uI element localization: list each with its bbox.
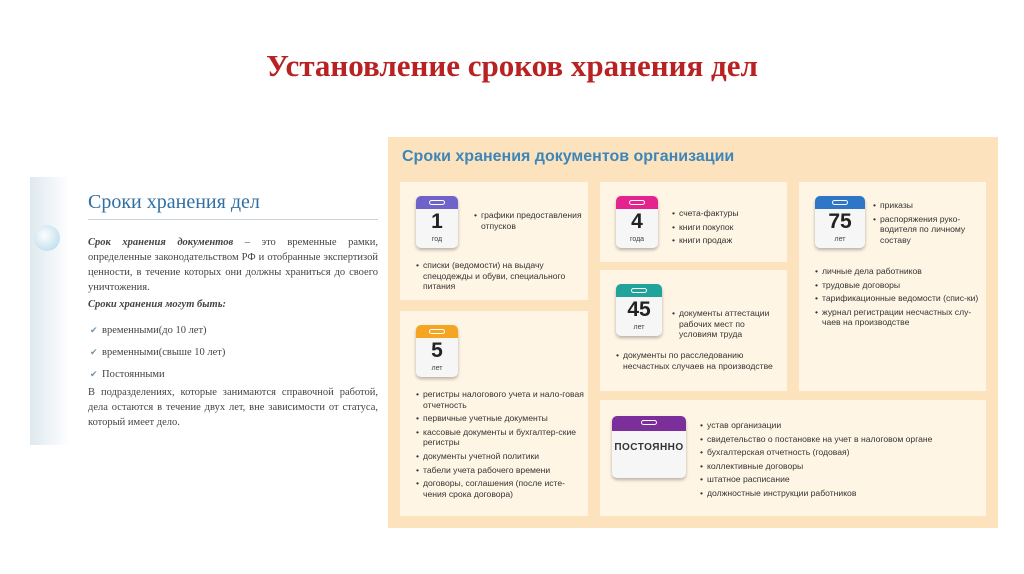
list-item: • договоры, соглашения (после исте-чения срока договора) bbox=[416, 478, 586, 499]
check-icon: ✔ bbox=[90, 368, 98, 379]
card-5-years bbox=[400, 311, 588, 516]
list-item bbox=[90, 363, 225, 385]
left-paragraph: В подразделениях, которые занимаются справочной работой, дела остаются в течение двух лет, вне зависимости от статуса, который имеет дело. bbox=[88, 387, 378, 428]
calendar-ring bbox=[429, 200, 445, 205]
bottom-list bbox=[815, 266, 983, 331]
left-heading: Сроки хранения дел bbox=[88, 191, 260, 213]
calendar-header bbox=[616, 284, 662, 297]
list-item: • графики предоставления отпусков bbox=[474, 210, 584, 231]
list-item: • штатное расписание bbox=[700, 474, 982, 485]
calendar-number: 45 bbox=[627, 298, 651, 321]
definition bbox=[88, 235, 378, 295]
slide-title: Установление сроков хранения дел bbox=[266, 48, 758, 83]
list-item: • личные дела работников bbox=[815, 266, 983, 277]
calendar-header bbox=[612, 416, 686, 431]
calendar-icon bbox=[612, 416, 686, 478]
calendar-icon bbox=[416, 325, 458, 377]
storage-types-list bbox=[90, 319, 225, 385]
calendar-icon bbox=[616, 284, 662, 336]
bottom-list bbox=[616, 350, 784, 374]
list-item: • списки (ведомости) на выдачу спецодежды и обуви, специального питания bbox=[416, 260, 586, 292]
list-item: • регистры налогового учета и нало-говая отчетность bbox=[416, 389, 586, 410]
calendar-icon bbox=[815, 196, 865, 248]
list-item-label: временными(свыше 10 лет) bbox=[102, 346, 226, 358]
card-45-years bbox=[600, 270, 787, 391]
calendar-header bbox=[416, 196, 458, 209]
list-item: • бухгалтерская отчетность (годовая) bbox=[700, 447, 982, 458]
left-panel bbox=[30, 177, 382, 445]
list-item: • коллективные договоры bbox=[700, 461, 982, 472]
card-75-years bbox=[799, 182, 986, 391]
calendar-number: 75 bbox=[828, 210, 852, 233]
list-item bbox=[90, 319, 225, 341]
calendar-word: ПОСТОЯННО bbox=[614, 442, 684, 453]
calendar-header bbox=[815, 196, 865, 209]
list-item: • трудовые договоры bbox=[815, 280, 983, 291]
calendar-unit: лет bbox=[834, 236, 846, 243]
decorative-strip bbox=[30, 177, 70, 445]
list-item: • журнал регистрации несчастных слу-чаев на производстве bbox=[815, 307, 983, 328]
calendar-unit: лет bbox=[431, 365, 443, 372]
calendar-icon bbox=[416, 196, 458, 248]
side-list bbox=[672, 208, 784, 249]
list-item: • должностные инструкции работников bbox=[700, 488, 982, 499]
check-icon: ✔ bbox=[90, 324, 98, 335]
side-list bbox=[474, 210, 584, 234]
calendar-number: 1 bbox=[431, 210, 443, 233]
calendar-number: 4 bbox=[631, 210, 643, 233]
list-item: • книги продаж bbox=[672, 235, 784, 246]
calendar-number: 5 bbox=[431, 339, 443, 362]
calendar-unit: года bbox=[629, 236, 645, 243]
list-item-label: временными(до 10 лет) bbox=[102, 324, 207, 336]
list-item: • книги покупок bbox=[672, 222, 784, 233]
left-subheading: Сроки хранения могут быть: bbox=[88, 299, 226, 310]
definition-text: – это временные рамки, определенные законодательством РФ и отобранные экспертизой ценности, в течение которых они должны храниться до своего уничтожения. bbox=[88, 237, 378, 293]
calendar-unit: год bbox=[431, 236, 443, 243]
list-item: • документы учетной политики bbox=[416, 451, 586, 462]
card-4-years bbox=[600, 182, 787, 262]
list-item: • свидетельство о постановке на учет в налоговом органе bbox=[700, 434, 982, 445]
card-1-year bbox=[400, 182, 588, 300]
list-item: • счета-фактуры bbox=[672, 208, 784, 219]
bubble-icon bbox=[34, 225, 60, 251]
side-list bbox=[700, 420, 982, 502]
calendar-header bbox=[416, 325, 458, 338]
card-permanent bbox=[600, 400, 986, 516]
calendar-icon bbox=[616, 196, 658, 248]
calendar-header bbox=[616, 196, 658, 209]
right-panel bbox=[388, 137, 998, 528]
list-item bbox=[90, 341, 225, 363]
list-item: • приказы bbox=[873, 200, 983, 211]
heading-divider bbox=[88, 219, 378, 220]
list-item: • документы аттестации рабочих мест по условиям труда bbox=[672, 308, 784, 340]
list-item: • первичные учетные документы bbox=[416, 413, 586, 424]
calendar-ring bbox=[832, 200, 848, 205]
list-item: • документы по расследованию несчастных случаев на производстве bbox=[616, 350, 784, 371]
calendar-ring bbox=[631, 288, 647, 293]
calendar-ring bbox=[429, 329, 445, 334]
calendar-ring bbox=[629, 200, 645, 205]
list-item: • устав организации bbox=[700, 420, 982, 431]
list-item: • распоряжения руко-водителя по личному составу bbox=[873, 214, 983, 246]
calendar-ring bbox=[641, 420, 657, 425]
calendar-unit: лет bbox=[633, 324, 645, 331]
list-item: • табели учета рабочего времени bbox=[416, 465, 586, 476]
bottom-list bbox=[416, 389, 586, 502]
check-icon: ✔ bbox=[90, 346, 98, 357]
list-item: • кассовые документы и бухгалтер-ские регистры bbox=[416, 427, 586, 448]
list-item: • тарификационные ведомости (спис-ки) bbox=[815, 293, 983, 304]
side-list bbox=[672, 308, 784, 343]
right-heading: Сроки хранения документов организации bbox=[402, 148, 735, 165]
list-item-label: Постоянными bbox=[102, 368, 165, 380]
side-list bbox=[873, 200, 983, 248]
definition-term: Срок хранения документов bbox=[88, 237, 234, 248]
bottom-list bbox=[416, 260, 586, 295]
